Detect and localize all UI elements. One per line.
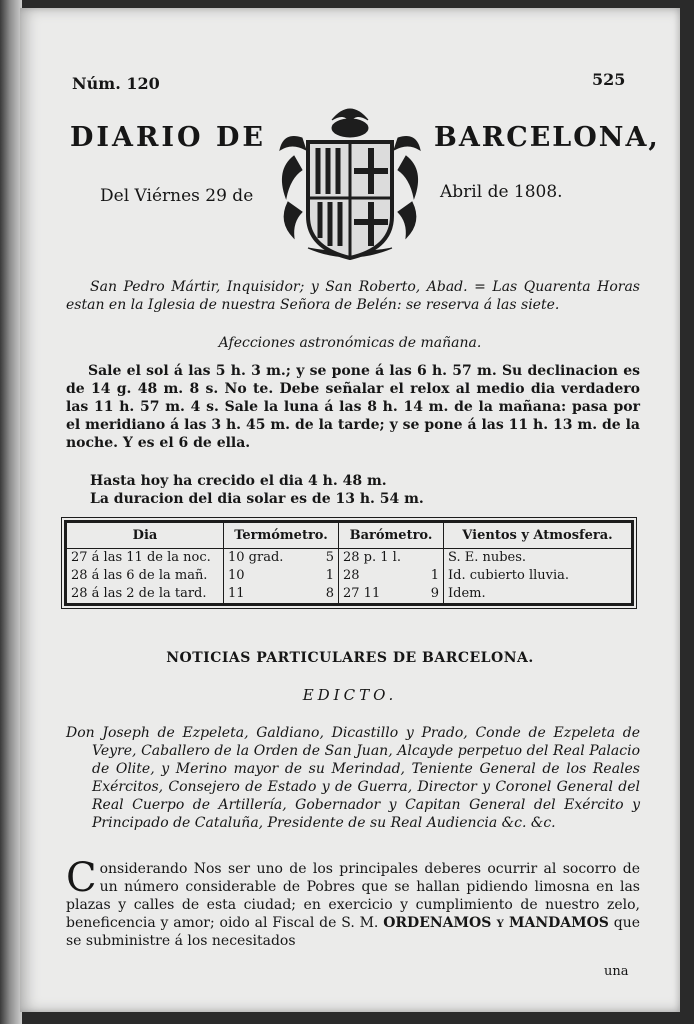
termo-fraction: 5 xyxy=(325,550,334,565)
baro-value: 27 11 xyxy=(343,586,381,601)
coat-of-arms-emblem xyxy=(272,98,428,266)
section-heading-noticias: NOTICIAS PARTICULARES DE BARCELONA. xyxy=(166,650,534,666)
cell-dia: 28 á las 6 de la mañ. xyxy=(66,567,224,585)
cell-barometro xyxy=(339,585,444,605)
table-row xyxy=(66,567,633,585)
masthead-title-right: BARCELONA, xyxy=(434,122,660,153)
cell-barometro xyxy=(339,549,444,568)
edict-body-tail: que se subministre á los necesitados xyxy=(66,915,641,949)
book-spine-shadow xyxy=(0,0,22,1024)
drop-cap: C xyxy=(66,855,97,901)
cell-termometro xyxy=(224,585,339,605)
weather-table xyxy=(64,520,634,606)
ordenamos-phrase: ORDENAMOS y MANDAMOS xyxy=(383,915,609,931)
cell-termometro xyxy=(224,549,339,568)
header-dia: Dia xyxy=(66,522,224,549)
header-termometro: Termómetro. xyxy=(224,522,339,549)
catchword: una xyxy=(604,964,629,979)
header-barometro: Barómetro. xyxy=(339,522,444,549)
cell-dia: 28 á las 2 de la tard. xyxy=(66,585,224,605)
date-line-left: Del Viérnes 29 de xyxy=(100,186,254,206)
table-row xyxy=(66,585,633,605)
masthead-title-left: DIARIO DE xyxy=(70,122,266,153)
termo-fraction: 8 xyxy=(325,586,334,601)
astronomical-heading: Afecciones astronómicas de mañana. xyxy=(218,335,482,351)
termo-value: 11 xyxy=(228,586,245,601)
baro-fraction: 1 xyxy=(430,568,439,583)
baro-value: 28 p. 1 l. xyxy=(343,550,401,565)
newspaper-page xyxy=(20,8,680,1012)
page-number: 525 xyxy=(592,70,626,89)
issue-number: Núm. 120 xyxy=(72,74,160,93)
astronomical-text: Sale el sol á las 5 h. 3 m.; y se pone á las 6 h. 57 m. Su declinacion es de 14 g. 48 m. 8 s. No te. Debe señalar el relox al medio dia verdadero las 11 h. 57 m. 4 s. Sale la luna á las 8 h. 14 m. de la mañana: pasa por el meridiano á las 3 h. 45 m. de la tarde; y se pone á las 11 h. 13 m. de la noche. Y es el 6 de ella. xyxy=(66,363,640,451)
cell-vientos: Idem. xyxy=(448,586,486,601)
saints-of-the-day: San Pedro Mártir, Inquisidor; y San Roberto, Abad. = Las Quarenta Horas estan en la Iglesia de nuestra Señora de Belén: se reserva á las siete. xyxy=(66,279,640,313)
day-length-notes xyxy=(90,472,650,508)
solar-day-duration-line: La duracion del dia solar es de 13 h. 54 m. xyxy=(90,491,424,507)
date-line-right: Abril de 1808. xyxy=(440,182,563,202)
baro-value: 28 xyxy=(343,568,360,583)
edicto-heading: EDICTO. xyxy=(302,686,398,704)
cell-barometro xyxy=(339,567,444,585)
cell-vientos: Id. cubierto lluvia. xyxy=(448,568,570,583)
baro-fraction: 9 xyxy=(430,586,439,601)
cell-termometro xyxy=(224,567,339,585)
table-row xyxy=(66,549,633,568)
termo-fraction: 1 xyxy=(325,568,334,583)
header-vientos: Vientos y Atmosfera. xyxy=(444,522,633,549)
edict-body xyxy=(66,855,641,950)
termo-value: 10 xyxy=(228,568,245,583)
cell-vientos: S. E. nubes. xyxy=(448,550,527,565)
edict-author-titles: Don Joseph de Ezpeleta, Galdiano, Dicastillo y Prado, Conde de Ezpeleta de Veyre, Caballero de la Orden de San Juan, Alcayde perpetuo del Real Palacio de Olite, y Merino mayor de su Merindad, Teniente General de los Reales Exércitos, Consejero de Estado y de Guerra, Director y Coronel General del Real Cuerpo de Artillería, Gobernador y Capitan General del Exército y Principado de Cataluña, Presidente de su Real Audiencia &c. &c. xyxy=(66,725,640,831)
edict-body-text: onsiderando Nos ser uno de los principales deberes ocurrir al socorro de un número considerable de Pobres que se hallan pidiendo limosna en las plazas y calles de esta ciudad; en exercicio y cumplimiento de nuestro zelo, beneficencia y amor; oido al Fiscal de S. M. xyxy=(66,861,640,931)
cell-dia: 27 á las 11 de la noc. xyxy=(66,549,224,568)
termo-value: 10 grad. xyxy=(228,550,284,565)
weather-table-header xyxy=(66,522,633,549)
day-growth-line: Hasta hoy ha crecido el dia 4 h. 48 m. xyxy=(90,473,387,489)
